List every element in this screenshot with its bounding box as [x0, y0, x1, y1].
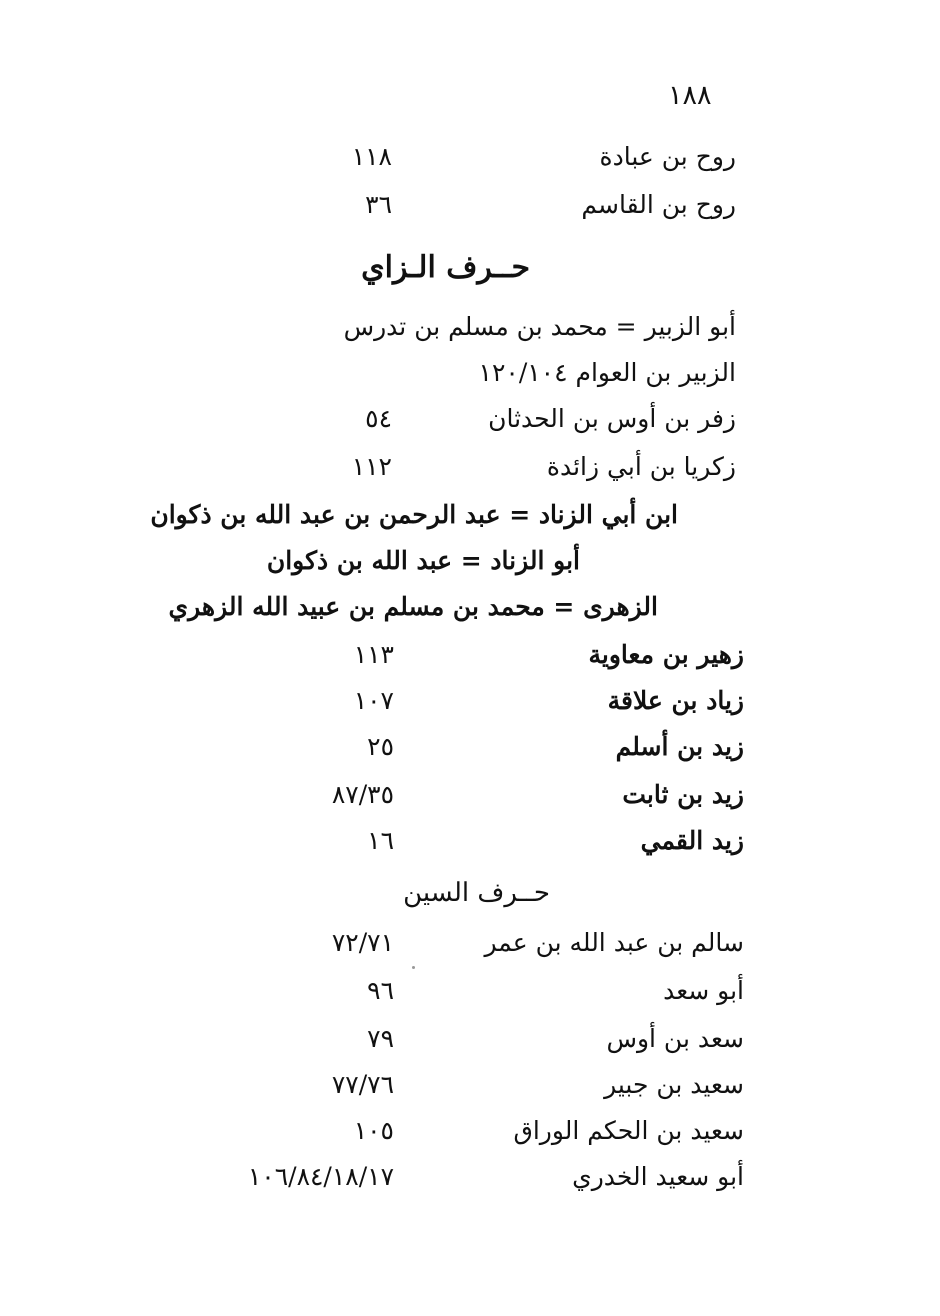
entry-name: زيد بن أسلم	[615, 732, 744, 761]
entry-pages: ٧٩	[367, 1024, 394, 1053]
entry-pages: ١١٣	[353, 640, 394, 669]
entry-name: سعيد بن جبير	[604, 1070, 744, 1099]
entry-name: سعد بن أوس	[606, 1024, 744, 1053]
entry-pages: ٧٧/٧٦	[331, 1070, 394, 1099]
entry-name: سعيد بن الحكم الوراق	[513, 1116, 744, 1145]
cross-reference: أبو الزبير = محمد بن مسلم بن تدرس	[343, 312, 736, 341]
section-heading-sin: حــرف السين	[403, 878, 550, 908]
cross-reference: أبو الزناد = عبد الله بن ذكوان	[266, 546, 580, 575]
entry-pages: ١٠٦/٨٤/١٨/١٧	[247, 1162, 394, 1191]
entry-name: روح بن القاسم	[581, 190, 736, 219]
section-heading-zay: حــرف الـزاي	[361, 250, 530, 285]
entry-pages: ٥٤	[365, 404, 392, 433]
entry-name: أبو سعيد الخدري	[572, 1162, 744, 1191]
entry-name: سالم بن عبد الله بن عمر	[484, 928, 744, 957]
entry-name: زيد القمي	[640, 826, 744, 855]
entry-name: زياد بن علاقة	[607, 686, 744, 715]
print-speck	[412, 966, 415, 969]
entry-name: روح بن عبادة	[599, 142, 736, 171]
entry-pages: ٨٧/٣٥	[331, 780, 394, 809]
entry-pages: ١١٨	[351, 142, 392, 171]
entry-name: زيد بن ثابت	[622, 780, 744, 809]
cross-reference: الزبير بن العوام ١٢٠/١٠٤	[478, 358, 736, 387]
entry-pages: ١٠٧	[353, 686, 394, 715]
entry-name: أبو سعد	[663, 976, 744, 1005]
entry-pages: ١٦	[367, 826, 394, 855]
cross-reference: الزهرى = محمد بن مسلم بن عبيد الله الزهري	[168, 592, 658, 621]
entry-pages: ١١٢	[351, 452, 392, 481]
cross-reference: ابن أبي الزناد = عبد الرحمن بن عبد الله بن ذكوان	[150, 500, 678, 529]
entry-pages: ٩٦	[367, 976, 394, 1005]
entry-pages: ١٠٥	[353, 1116, 394, 1145]
entry-pages: ٣٦	[365, 190, 392, 219]
entry-name: زهير بن معاوية	[588, 640, 744, 669]
entry-pages: ٢٥	[367, 732, 394, 761]
entry-pages: ٧٢/٧١	[331, 928, 394, 957]
entry-name: زفر بن أوس بن الحدثان	[488, 404, 736, 433]
entry-name: زكريا بن أبي زائدة	[546, 452, 736, 481]
page-number: ١٨٨	[668, 80, 712, 111]
